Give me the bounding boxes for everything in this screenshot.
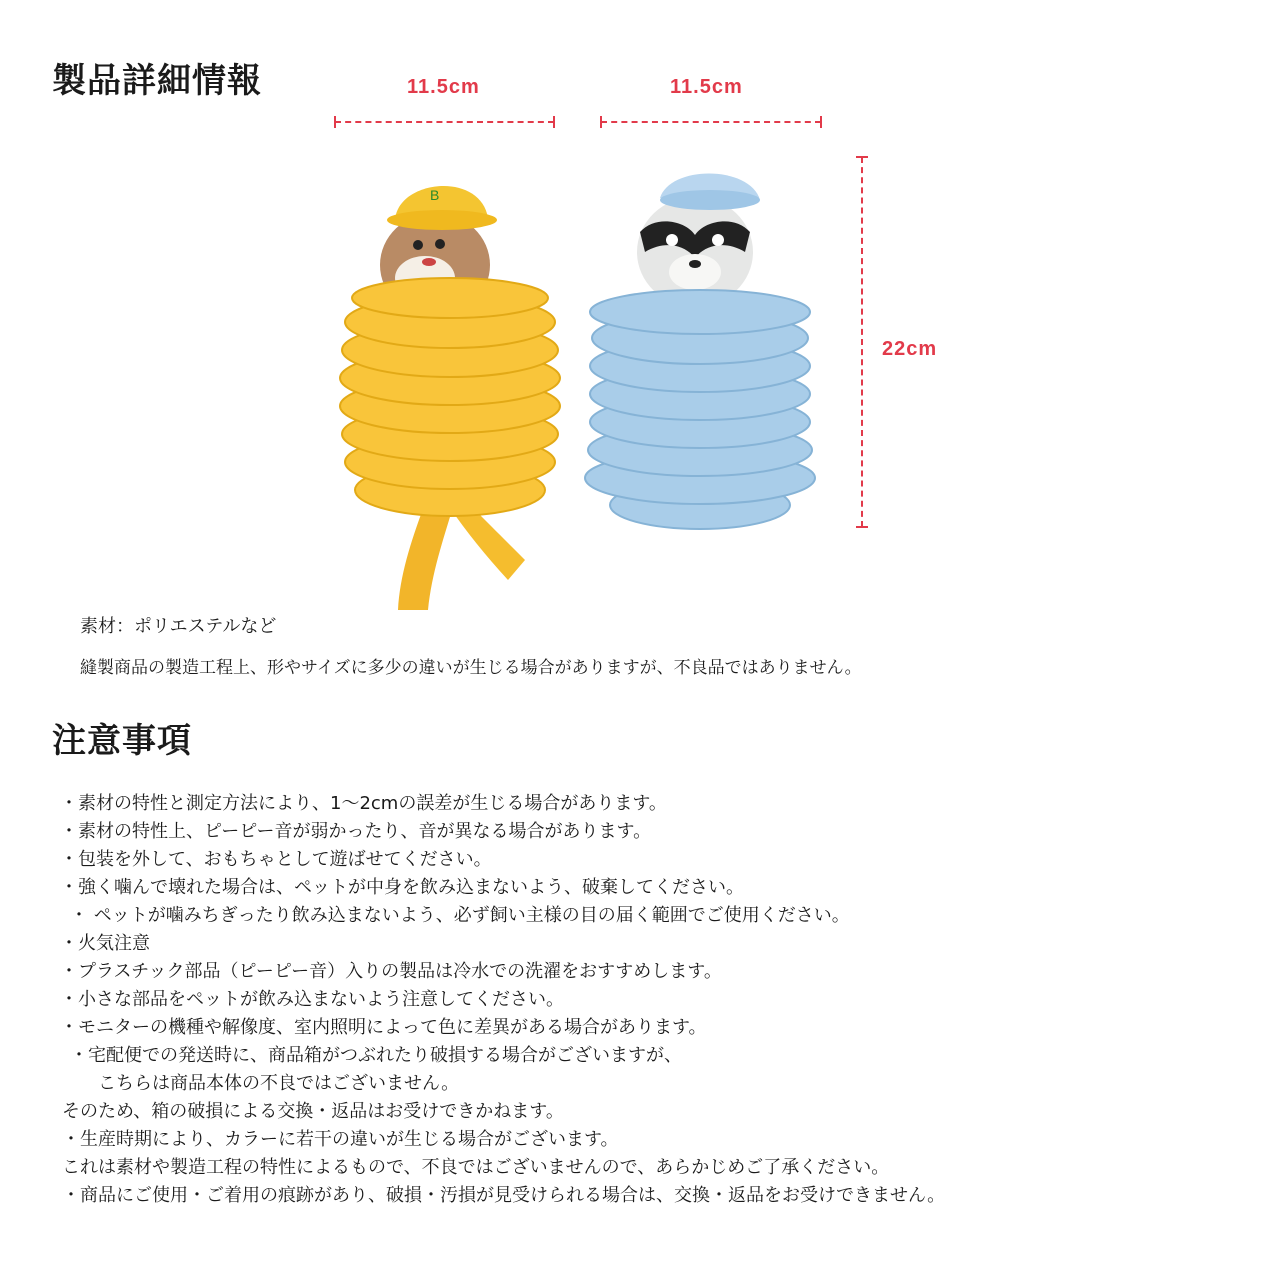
caution-line: ・宅配便での発送時に、商品箱がつぶれたり破損する場合がございますが、 — [70, 1045, 682, 1066]
cautions-title: 注意事項 — [52, 721, 192, 761]
caution-line: ・素材の特性と測定方法により、1～2cmの誤差が生じる場合があります。 — [60, 793, 667, 814]
caution-line: ・プラスチック部品（ピーピー音）入りの製品は冷水での洗濯をおすすめします。 — [60, 961, 722, 982]
hat-badge-letter: B — [430, 187, 440, 203]
product-image-yellow — [320, 140, 580, 620]
manufacturing-note: 縫製商品の製造工程上、形やサイズに多少の違いが生じる場合がありますが、不良品ではありません。 — [80, 658, 862, 678]
caution-line: ・小さな部品をペットが飲み込まないよう注意してください。 — [60, 989, 564, 1010]
height-label: 22cm — [882, 338, 938, 360]
width-label-left: 11.5cm — [407, 76, 480, 98]
caution-line: ・火気注意 — [60, 933, 150, 954]
width-label-right: 11.5cm — [670, 76, 743, 98]
width-dimension-line-left — [335, 121, 554, 123]
caution-line: これは素材や製造工程の特性によるもので、不良ではございませんので、あらかじめご了承ください。 — [62, 1157, 890, 1178]
caution-line: そのため、箱の破損による交換・返品はお受けできかねます。 — [62, 1101, 564, 1122]
caution-line: ・包装を外して、おもちゃとして遊ばせてください。 — [60, 849, 492, 870]
product-details-title: 製品詳細情報 — [52, 61, 262, 101]
caution-line: ・素材の特性上、ピーピー音が弱かったり、音が異なる場合があります。 — [60, 821, 652, 842]
caution-line: ・モニターの機種や解像度、室内照明によって色に差異がある場合があります。 — [60, 1017, 707, 1038]
caution-line: ・生産時期により、カラーに若干の違いが生じる場合がございます。 — [62, 1129, 619, 1150]
caution-line: ・ ペットが噛みちぎったり飲み込まないよう、必ず飼い主様の目の届く範囲でご使用ください。 — [70, 905, 850, 926]
caution-line: ・強く噛んで壊れた場合は、ペットが中身を飲み込まないよう、破棄してください。 — [60, 877, 744, 898]
caution-line: こちらは商品本体の不良ではございません。 — [98, 1073, 460, 1094]
height-dimension-line — [861, 157, 863, 527]
product-image-blue — [560, 160, 845, 550]
material-text: 素材：ポリエステルなど — [80, 616, 277, 637]
width-dimension-line-right — [601, 121, 821, 123]
caution-line: ・商品にご使用・ご着用の痕跡があり、破損・汚損が見受けられる場合は、交換・返品をお受けできません。 — [62, 1185, 946, 1206]
